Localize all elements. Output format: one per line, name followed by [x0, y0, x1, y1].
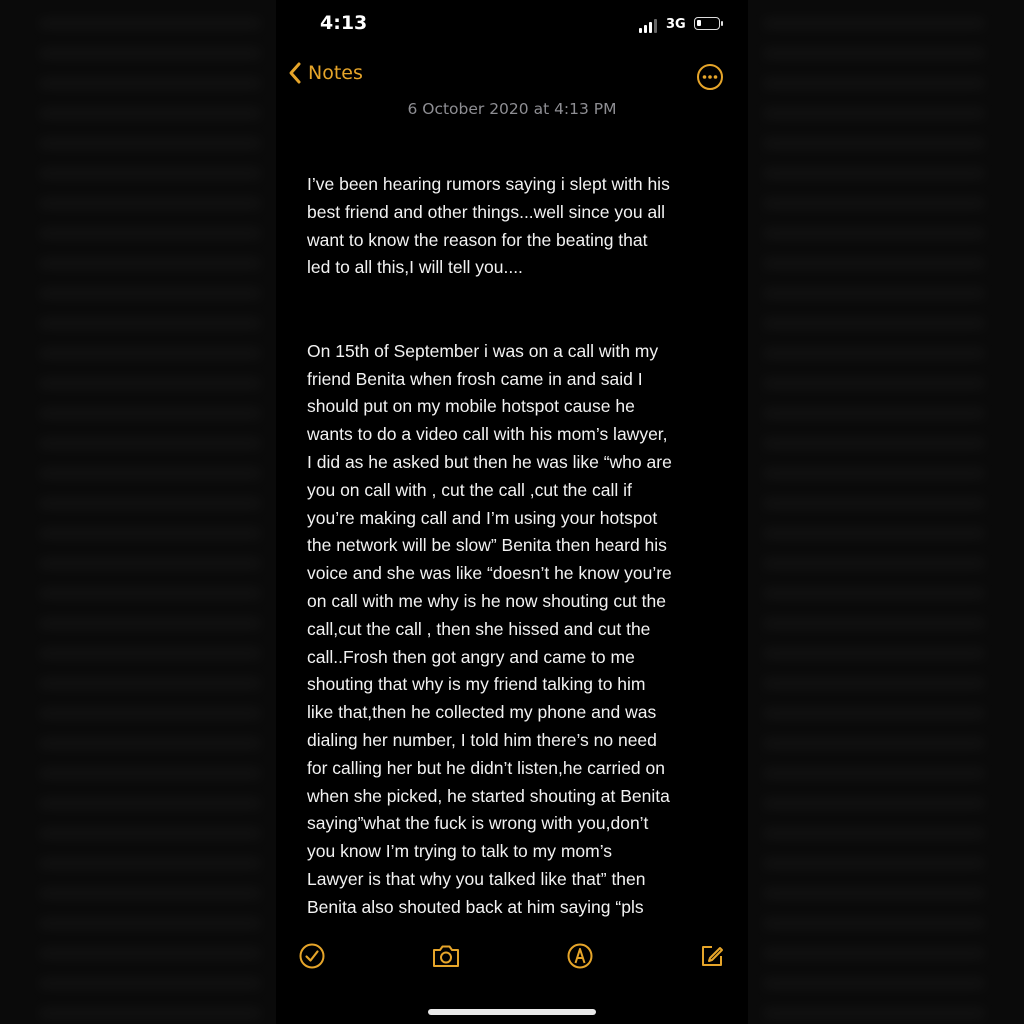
note-line: voice and she was like “doesn’t he know you’re: [307, 563, 672, 584]
checklist-icon[interactable]: [298, 942, 328, 972]
status-time: 4:13: [320, 12, 368, 34]
note-line: shouting that why is my friend talking to him: [307, 674, 646, 695]
note-date: 6 October 2020 at 4:13 PM: [407, 100, 617, 118]
note-line: when she picked, he started shouting at Benita: [307, 785, 670, 806]
blurred-background-right: [764, 0, 984, 1024]
markup-icon[interactable]: [566, 942, 596, 972]
phone-screen: [276, 0, 748, 1024]
compose-icon[interactable]: [698, 942, 728, 972]
signal-icon: [639, 19, 659, 33]
chevron-left-icon: [288, 61, 302, 85]
note-line: led to all this,I will tell you....: [307, 257, 523, 278]
battery-icon: [694, 17, 720, 30]
home-indicator[interactable]: [428, 1009, 596, 1015]
note-line: call..Frosh then got angry and came to me: [307, 646, 635, 667]
note-line: dialing her number, I told him there’s no need: [307, 729, 657, 750]
blurred-background-left: [40, 0, 260, 1024]
note-line: On 15th of September i was on a call with my: [307, 340, 659, 361]
bottom-toolbar: [276, 942, 748, 982]
note-line: I’ve been hearing rumors saying i slept with his: [307, 174, 670, 194]
note-line: want to know the reason for the beating that: [307, 229, 648, 250]
note-line: saying”what the fuck is wrong with you,don’t: [307, 813, 649, 834]
ellipsis-circle-icon[interactable]: [696, 63, 724, 91]
note-line: on call with me why is he now shouting cut the: [307, 590, 666, 611]
note-line: call,cut the call , then she hissed and cut the: [307, 618, 651, 639]
note-line: you’re making call and I’m using your hotspot: [307, 507, 658, 528]
note-line: I did as he asked but then he was like “who are: [307, 451, 672, 472]
status-bar: [276, 0, 748, 50]
note-line: friend Benita when frosh came in and said I: [307, 368, 643, 389]
note-line: for calling her but he didn’t listen,he carried on: [307, 757, 665, 778]
note-body[interactable]: [307, 171, 725, 922]
note-line: wants to do a video call with his mom’s lawyer,: [307, 424, 668, 445]
nav-bar: [276, 55, 748, 99]
note-line: Benita also shouted back at him saying “pls: [307, 896, 644, 917]
network-type: 3G: [666, 17, 686, 32]
note-line: like that,then he collected my phone and was: [307, 702, 657, 723]
note-line: the network will be slow” Benita then heard his: [307, 535, 667, 556]
note-line: you know I’m trying to talk to my mom’s: [307, 841, 613, 862]
back-button[interactable]: [288, 61, 363, 85]
note-line: should put on my mobile hotspot cause he: [307, 396, 635, 417]
camera-icon[interactable]: [430, 942, 464, 972]
note-line: best friend and other things...well since you all: [307, 201, 665, 222]
back-label: Notes: [308, 62, 363, 84]
note-line: Lawyer is that why you talked like that” then: [307, 868, 646, 889]
paragraph-gap: [307, 282, 725, 338]
note-line: you on call with , cut the call ,cut the call if: [307, 479, 632, 500]
